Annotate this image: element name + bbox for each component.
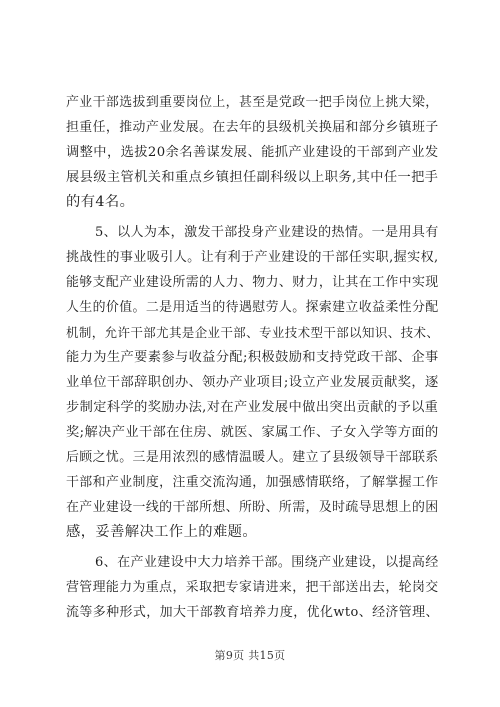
text-line: 能力为生产要素参与收益分配;积极鼓励和支持党政干部、企事: [66, 350, 439, 365]
text-line: 人生的价值。二是用适当的待遇慰劳人。探索建立收益柔性分配: [66, 300, 439, 315]
text-line: 展县级主管机关和重点乡镇担任副科级以上职务,其中任一把手: [66, 170, 439, 185]
text-line: 6、在产业建设中大力培养干部。围绕产业建设，以提高经: [95, 555, 439, 570]
text-line: 干部和产业制度，注重交流沟通，加强感情联络，了解掌握工作: [66, 475, 439, 490]
text-line: 调整中，选拔20余名善谋发展、能抓产业建设的干部到产业发: [66, 145, 439, 160]
text-line: 机制，允许干部尤其是企业干部、专业技术型干部以知识、技术、: [66, 325, 440, 340]
text-line: 的有4名。: [66, 194, 135, 210]
text-line: 感，妥善解决工作上的难题。: [66, 524, 258, 540]
text-line: 5、以人为本，激发干部投身产业建设的热情。一是用具有: [95, 225, 439, 240]
body-text: [66, 90, 438, 625]
text-line: 产业干部选拔到重要岗位上，甚至是党政一把手岗位上挑大梁，: [66, 95, 439, 110]
text-line: 担重任，推动产业发展。在去年的县级机关换届和部分乡镇班子: [66, 120, 439, 135]
page-footer: 第9页 共15页: [214, 649, 286, 662]
text-line: 挑战性的事业吸引人。让有利于产业建设的干部任实职,握实权,: [66, 250, 439, 265]
text-line: 营管理能力为重点，采取把专家请进来，把干部送出去，轮岗交: [66, 580, 439, 595]
text-line: 步制定科学的奖励办法,对在产业发展中做出突出贡献的予以重: [66, 400, 439, 415]
text-line: 后顾之忧。三是用浓烈的感情温暖人。建立了县级领导干部联系: [66, 450, 439, 465]
text-line: 流等多种形式，加大干部教育培养力度，优化wto、经济管理、: [66, 605, 439, 620]
text-line: 能够支配产业建设所需的人力、物力、财力，让其在工作中实现: [66, 275, 439, 290]
text-line: 奖;解决产业干部在住房、就医、家属工作、子女入学等方面的: [66, 425, 439, 440]
text-line: 在产业建设一线的干部所想、所盼、所需，及时疏导思想上的困: [66, 500, 439, 515]
text-line: 业单位干部辞职创办、领办产业项目;设立产业发展贡献奖，逐: [66, 375, 439, 390]
